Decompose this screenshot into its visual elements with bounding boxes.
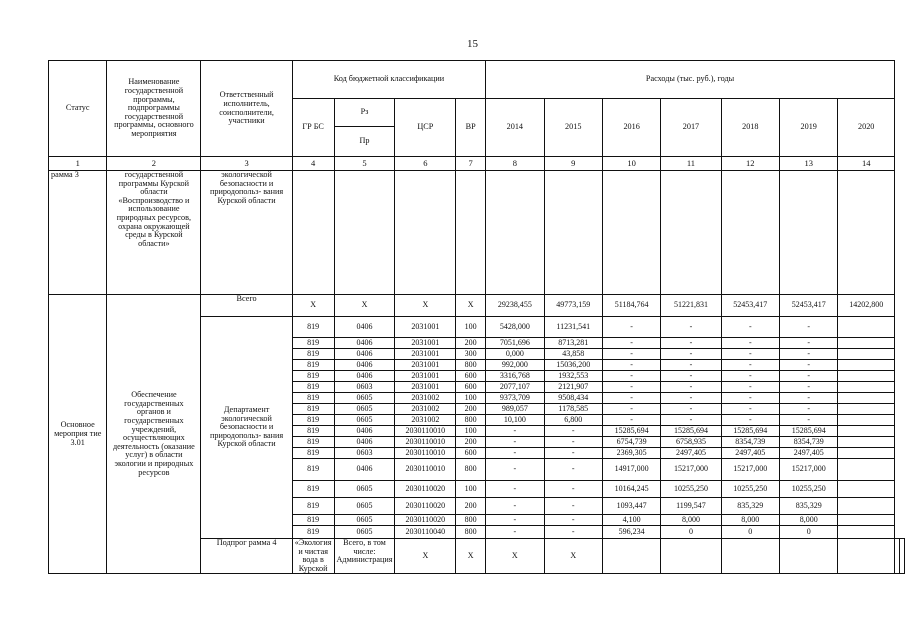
subprogram-3-row: [49, 171, 905, 295]
header-year-2019: 2019: [779, 99, 837, 157]
code-cell: 2031001: [395, 371, 456, 382]
amount-cell: [838, 360, 895, 371]
code-cell: 819: [292, 382, 334, 393]
code-cell: 100: [456, 393, 486, 404]
code-cell: 800: [456, 515, 486, 526]
amount-cell: 8354,739: [779, 437, 837, 448]
code-cell: 0406: [334, 317, 395, 338]
header-name: Наименование государственной программы, подпрограммы государственной программы, основного мероприятия: [107, 61, 201, 157]
amount-cell: 8,000: [721, 515, 779, 526]
code-cell: 100: [456, 317, 486, 338]
amount-cell: [838, 338, 895, 349]
code-cell: 0605: [334, 415, 395, 426]
amount-cell: -: [721, 404, 779, 415]
subprogram-4-cell: X: [486, 539, 544, 574]
column-number: 4: [292, 157, 334, 171]
amount-cell: 1932,553: [544, 371, 602, 382]
column-number-row: [49, 157, 905, 171]
code-cell: 200: [456, 404, 486, 415]
column-number: 6: [395, 157, 456, 171]
amount-cell: [838, 371, 895, 382]
amount-cell: 15285,694: [602, 426, 660, 437]
subprogram-3-responsible: экологической безопасности и природопольз- вания Курской области: [201, 171, 292, 295]
code-cell: 2031001: [395, 317, 456, 338]
amount-cell: -: [544, 448, 602, 459]
amount-cell: -: [721, 349, 779, 360]
header-year-2015: 2015: [544, 99, 602, 157]
column-number: 3: [201, 157, 292, 171]
header-csr: ЦСР: [395, 99, 456, 157]
amount-cell: 8713,281: [544, 338, 602, 349]
amount-cell: [838, 415, 895, 426]
amount-cell: 0: [779, 526, 837, 539]
amount-cell: 10,100: [486, 415, 544, 426]
amount-cell: -: [779, 382, 837, 393]
code-cell: 0605: [334, 526, 395, 539]
header-year-2018: 2018: [721, 99, 779, 157]
amount-cell: 2497,405: [779, 448, 837, 459]
amount-cell: 9373,709: [486, 393, 544, 404]
code-cell: 819: [292, 404, 334, 415]
amount-cell: -: [661, 360, 721, 371]
amount-cell: -: [779, 360, 837, 371]
code-cell: 0406: [334, 349, 395, 360]
amount-cell: -: [721, 360, 779, 371]
amount-cell: [838, 382, 895, 393]
amount-cell: [838, 404, 895, 415]
amount-cell: -: [661, 338, 721, 349]
amount-cell: -: [602, 415, 660, 426]
amount-cell: 8,000: [779, 515, 837, 526]
total-cell: 29238,455: [486, 295, 544, 317]
header-expenses: Расходы (тыс. руб.), годы: [486, 61, 895, 99]
code-cell: 0406: [334, 371, 395, 382]
total-cell: X: [292, 295, 334, 317]
total-cell: 14202,800: [838, 295, 895, 317]
code-cell: 819: [292, 426, 334, 437]
code-cell: 819: [292, 415, 334, 426]
amount-cell: 6,800: [544, 415, 602, 426]
amount-cell: 10255,250: [779, 481, 837, 498]
subprogram-4-cell: [900, 539, 905, 574]
amount-cell: 835,329: [721, 498, 779, 515]
amount-cell: -: [486, 459, 544, 481]
code-cell: 0603: [334, 382, 395, 393]
total-cell: X: [334, 295, 395, 317]
header-year-2020: 2020: [838, 99, 895, 157]
amount-cell: 0: [661, 526, 721, 539]
amount-cell: [838, 448, 895, 459]
header-year-2016: 2016: [602, 99, 660, 157]
amount-cell: 6754,739: [602, 437, 660, 448]
amount-cell: [838, 526, 895, 539]
amount-cell: -: [721, 371, 779, 382]
amount-cell: -: [544, 515, 602, 526]
code-cell: 819: [292, 437, 334, 448]
amount-cell: -: [544, 498, 602, 515]
amount-cell: -: [661, 349, 721, 360]
code-cell: 0406: [334, 437, 395, 448]
amount-cell: 0: [721, 526, 779, 539]
amount-cell: -: [661, 393, 721, 404]
code-cell: 0605: [334, 481, 395, 498]
amount-cell: [838, 459, 895, 481]
amount-cell: -: [602, 371, 660, 382]
code-cell: 819: [292, 526, 334, 539]
column-number: 1: [49, 157, 107, 171]
code-cell: 0605: [334, 498, 395, 515]
amount-cell: -: [721, 415, 779, 426]
amount-cell: 15217,000: [721, 459, 779, 481]
subprogram-4-cell: [838, 539, 895, 574]
code-cell: 200: [456, 338, 486, 349]
code-cell: 2030110040: [395, 526, 456, 539]
amount-cell: -: [602, 382, 660, 393]
subprogram-4-cell: [602, 539, 660, 574]
amount-cell: [838, 498, 895, 515]
code-cell: 819: [292, 498, 334, 515]
code-cell: 800: [456, 459, 486, 481]
code-cell: 819: [292, 317, 334, 338]
amount-cell: -: [602, 404, 660, 415]
amount-cell: 11231,541: [544, 317, 602, 338]
code-cell: 819: [292, 371, 334, 382]
header-pr: Пр: [334, 127, 395, 157]
page-number: 15: [467, 38, 478, 50]
column-number: 9: [544, 157, 602, 171]
column-number: 14: [838, 157, 895, 171]
header-year-2014: 2014: [486, 99, 544, 157]
code-cell: 2030110010: [395, 426, 456, 437]
amount-cell: -: [721, 317, 779, 338]
code-cell: 2031001: [395, 382, 456, 393]
amount-cell: 15285,694: [779, 426, 837, 437]
amount-cell: -: [661, 371, 721, 382]
amount-cell: 6758,935: [661, 437, 721, 448]
amount-cell: -: [544, 437, 602, 448]
amount-cell: 15285,694: [661, 426, 721, 437]
code-cell: 2030110020: [395, 481, 456, 498]
code-cell: 2030110020: [395, 498, 456, 515]
amount-cell: 2077,107: [486, 382, 544, 393]
amount-cell: 8,000: [661, 515, 721, 526]
amount-cell: -: [486, 448, 544, 459]
budget-table: [48, 60, 905, 574]
amount-cell: -: [661, 404, 721, 415]
amount-cell: -: [544, 481, 602, 498]
amount-cell: 2497,405: [661, 448, 721, 459]
header-status: Статус: [49, 61, 107, 157]
amount-cell: 10255,250: [721, 481, 779, 498]
amount-cell: 0,000: [486, 349, 544, 360]
main-event-responsible: Департамент экологической безопасности и природопольз- вания Курской области: [201, 317, 292, 539]
code-cell: 600: [456, 382, 486, 393]
amount-cell: -: [486, 515, 544, 526]
code-cell: 819: [292, 515, 334, 526]
amount-cell: 989,057: [486, 404, 544, 415]
main-event-total-row: [49, 295, 905, 317]
subprogram-3-name: государственной программы Курской области «Воспроизводство и использование природных ресурсов, охрана окружающей среды в Курской области»: [107, 171, 201, 295]
column-number: 11: [661, 157, 721, 171]
amount-cell: 1199,547: [661, 498, 721, 515]
amount-cell: 4,100: [602, 515, 660, 526]
code-cell: 0605: [334, 515, 395, 526]
amount-cell: -: [602, 317, 660, 338]
code-cell: 819: [292, 338, 334, 349]
amount-cell: [838, 317, 895, 338]
column-number: 8: [486, 157, 544, 171]
code-cell: 100: [456, 481, 486, 498]
code-cell: 600: [456, 448, 486, 459]
code-cell: 819: [292, 481, 334, 498]
amount-cell: 10164,245: [602, 481, 660, 498]
header-rz: Рз: [334, 99, 395, 127]
column-number: 7: [456, 157, 486, 171]
code-cell: 0406: [334, 360, 395, 371]
code-cell: 819: [292, 448, 334, 459]
code-cell: 0603: [334, 448, 395, 459]
header-budget-code: Код бюджетной классификации: [292, 61, 485, 99]
code-cell: 2030110020: [395, 515, 456, 526]
total-cell: 51221,831: [661, 295, 721, 317]
amount-cell: 15217,000: [779, 459, 837, 481]
amount-cell: -: [544, 459, 602, 481]
amount-cell: -: [661, 317, 721, 338]
amount-cell: 596,234: [602, 526, 660, 539]
amount-cell: 7051,696: [486, 338, 544, 349]
amount-cell: [838, 515, 895, 526]
amount-cell: 5428,000: [486, 317, 544, 338]
amount-cell: -: [779, 393, 837, 404]
main-event-status: Основное мероприя тие 3.01: [49, 295, 107, 574]
column-number: 5: [334, 157, 395, 171]
code-cell: 0406: [334, 426, 395, 437]
amount-cell: -: [779, 317, 837, 338]
code-cell: 2031001: [395, 349, 456, 360]
code-cell: 800: [456, 360, 486, 371]
amount-cell: 2121,907: [544, 382, 602, 393]
amount-cell: [838, 426, 895, 437]
subprogram-4-cell: [779, 539, 837, 574]
amount-cell: 992,000: [486, 360, 544, 371]
amount-cell: -: [779, 338, 837, 349]
amount-cell: 835,329: [779, 498, 837, 515]
code-cell: 0605: [334, 404, 395, 415]
code-cell: 0406: [334, 338, 395, 349]
amount-cell: -: [661, 382, 721, 393]
code-cell: 2031002: [395, 393, 456, 404]
amount-cell: 2497,405: [721, 448, 779, 459]
amount-cell: 3316,768: [486, 371, 544, 382]
total-cell: 51184,764: [602, 295, 660, 317]
amount-cell: -: [544, 426, 602, 437]
amount-cell: [838, 393, 895, 404]
amount-cell: -: [544, 526, 602, 539]
total-cell: 52453,417: [721, 295, 779, 317]
code-cell: 600: [456, 371, 486, 382]
column-number: 13: [779, 157, 837, 171]
amount-cell: -: [486, 526, 544, 539]
header-year-2017: 2017: [661, 99, 721, 157]
amount-cell: -: [486, 481, 544, 498]
amount-cell: -: [721, 393, 779, 404]
code-cell: 0605: [334, 393, 395, 404]
header-vr: ВР: [456, 99, 486, 157]
amount-cell: -: [721, 338, 779, 349]
subprogram-3-status: рамма 3: [49, 171, 107, 295]
amount-cell: -: [779, 349, 837, 360]
amount-cell: -: [486, 426, 544, 437]
subprogram-4-responsible: Всего, в том числе: Администрация: [334, 539, 395, 574]
amount-cell: -: [602, 393, 660, 404]
code-cell: 819: [292, 360, 334, 371]
code-cell: 800: [456, 526, 486, 539]
amount-cell: -: [721, 382, 779, 393]
subprogram-4-status: Подпрог рамма 4: [201, 539, 292, 574]
code-cell: 300: [456, 349, 486, 360]
subprogram-4-cell: [661, 539, 721, 574]
total-cell: 52453,417: [779, 295, 837, 317]
amount-cell: -: [486, 437, 544, 448]
main-event-name: Обеспечение государственных органов и государственных учреждений, осуществляющих деятельность (оказание услуг) в области экологии и природных ресурсов: [107, 295, 201, 574]
amount-cell: 1093,447: [602, 498, 660, 515]
code-cell: 2030110010: [395, 448, 456, 459]
subprogram-4-cell: X: [544, 539, 602, 574]
amount-cell: 14917,000: [602, 459, 660, 481]
code-cell: 2030110010: [395, 459, 456, 481]
header-grbs: ГР БС: [292, 99, 334, 157]
code-cell: 819: [292, 459, 334, 481]
amount-cell: [838, 349, 895, 360]
amount-cell: 1178,585: [544, 404, 602, 415]
amount-cell: 15036,200: [544, 360, 602, 371]
code-cell: 2031002: [395, 415, 456, 426]
amount-cell: [838, 437, 895, 448]
amount-cell: -: [602, 338, 660, 349]
code-cell: 819: [292, 393, 334, 404]
code-cell: 2031001: [395, 338, 456, 349]
amount-cell: 43,858: [544, 349, 602, 360]
code-cell: 200: [456, 437, 486, 448]
main-event-total-label: Всего: [201, 295, 292, 317]
column-number: 2: [107, 157, 201, 171]
code-cell: 819: [292, 349, 334, 360]
code-cell: 800: [456, 415, 486, 426]
total-cell: 49773,159: [544, 295, 602, 317]
amount-cell: -: [779, 371, 837, 382]
code-cell: 0406: [334, 459, 395, 481]
amount-cell: 9508,434: [544, 393, 602, 404]
column-number: 10: [602, 157, 660, 171]
amount-cell: [838, 481, 895, 498]
code-cell: 2030110010: [395, 437, 456, 448]
amount-cell: 10255,250: [661, 481, 721, 498]
subprogram-4-name: «Экология и чистая вода в Курской: [292, 539, 334, 574]
amount-cell: 2369,305: [602, 448, 660, 459]
amount-cell: -: [602, 349, 660, 360]
subprogram-4-cell: [721, 539, 779, 574]
amount-cell: -: [779, 404, 837, 415]
column-number: 12: [721, 157, 779, 171]
subprogram-4-cell: X: [456, 539, 486, 574]
amount-cell: -: [661, 415, 721, 426]
amount-cell: -: [602, 360, 660, 371]
amount-cell: 8354,739: [721, 437, 779, 448]
amount-cell: -: [486, 498, 544, 515]
total-cell: X: [456, 295, 486, 317]
amount-cell: 15285,694: [721, 426, 779, 437]
header-responsible: Ответственный исполнитель, соисполнители, участники: [201, 61, 292, 157]
code-cell: 2031001: [395, 360, 456, 371]
code-cell: 200: [456, 498, 486, 515]
amount-cell: -: [779, 415, 837, 426]
code-cell: 2031002: [395, 404, 456, 415]
amount-cell: 15217,000: [661, 459, 721, 481]
code-cell: 100: [456, 426, 486, 437]
subprogram-4-cell: X: [395, 539, 456, 574]
total-cell: X: [395, 295, 456, 317]
